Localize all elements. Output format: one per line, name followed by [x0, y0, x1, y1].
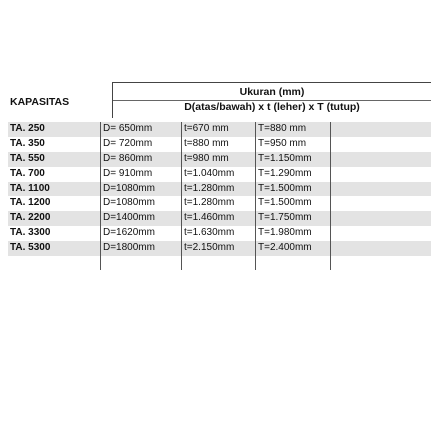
- ukuran-header-cell: [112, 82, 431, 118]
- leher-cell: t=1.280mm: [184, 182, 235, 194]
- tutup-cell: T=1.500mm: [258, 182, 312, 194]
- kapasitas-cell: TA. 250: [10, 123, 45, 134]
- table-row: [8, 241, 431, 256]
- diameter-cell: D= 910mm: [103, 167, 153, 179]
- table-row: [8, 152, 431, 167]
- table-row: [8, 196, 431, 211]
- leher-cell: t=1.630mm: [184, 227, 235, 239]
- tutup-cell: T=880 mm: [258, 123, 307, 134]
- leher-cell: t=1.280mm: [184, 197, 235, 209]
- tutup-cell: T=950 mm: [258, 137, 307, 149]
- table-row: [8, 137, 431, 152]
- kapasitas-cell: TA. 550: [10, 152, 45, 164]
- column-divider: [100, 122, 101, 270]
- leher-cell: t=670 mm: [184, 123, 229, 134]
- column-divider: [181, 122, 182, 270]
- leher-cell: t=1.040mm: [184, 167, 235, 179]
- kapasitas-cell: TA. 2200: [10, 212, 51, 224]
- table-body: [8, 122, 431, 256]
- ukuran-header: Ukuran (mm): [239, 86, 305, 98]
- diameter-cell: D=1800mm: [103, 242, 155, 254]
- table-row: [8, 122, 431, 137]
- spec-table: [8, 80, 431, 270]
- kapasitas-cell: TA. 1200: [10, 197, 51, 209]
- leher-cell: t=880 mm: [184, 137, 229, 149]
- tutup-cell: T=1.290mm: [258, 167, 312, 179]
- kapasitas-cell: TA. 5300: [10, 242, 51, 254]
- leher-cell: t=980 mm: [184, 152, 229, 164]
- table-row: [8, 226, 431, 241]
- kapasitas-cell: TA. 1100: [10, 182, 50, 194]
- kapasitas-cell: TA. 350: [10, 137, 45, 149]
- tutup-cell: T=2.400mm: [258, 242, 312, 254]
- diameter-cell: D=1080mm: [103, 182, 155, 194]
- table-row: [8, 182, 431, 197]
- kapasitas-cell: TA. 700: [10, 167, 45, 179]
- column-divider: [255, 122, 256, 270]
- leher-cell: t=2.150mm: [184, 242, 235, 254]
- diameter-cell: D=1620mm: [103, 227, 155, 239]
- table-row: [8, 211, 431, 226]
- diameter-cell: D= 860mm: [103, 152, 153, 164]
- tutup-cell: T=1.750mm: [258, 212, 312, 224]
- column-divider: [330, 122, 331, 270]
- diameter-cell: D= 720mm: [103, 137, 153, 149]
- tutup-cell: T=1.980mm: [258, 227, 312, 239]
- diameter-cell: D=1400mm: [103, 212, 155, 224]
- tutup-cell: T=1.500mm: [258, 197, 312, 209]
- diameter-cell: D= 650mm: [103, 123, 153, 134]
- kapasitas-cell: TA. 3300: [10, 227, 51, 239]
- table-row: [8, 167, 431, 182]
- leher-cell: t=1.460mm: [184, 212, 235, 224]
- kapasitas-header: KAPASITAS: [10, 96, 70, 108]
- tutup-cell: T=1.150mm: [258, 152, 312, 164]
- diameter-cell: D=1080mm: [103, 197, 155, 209]
- ukuran-subheader: D(atas/bawah) x t (leher) x T (tutup): [184, 101, 360, 113]
